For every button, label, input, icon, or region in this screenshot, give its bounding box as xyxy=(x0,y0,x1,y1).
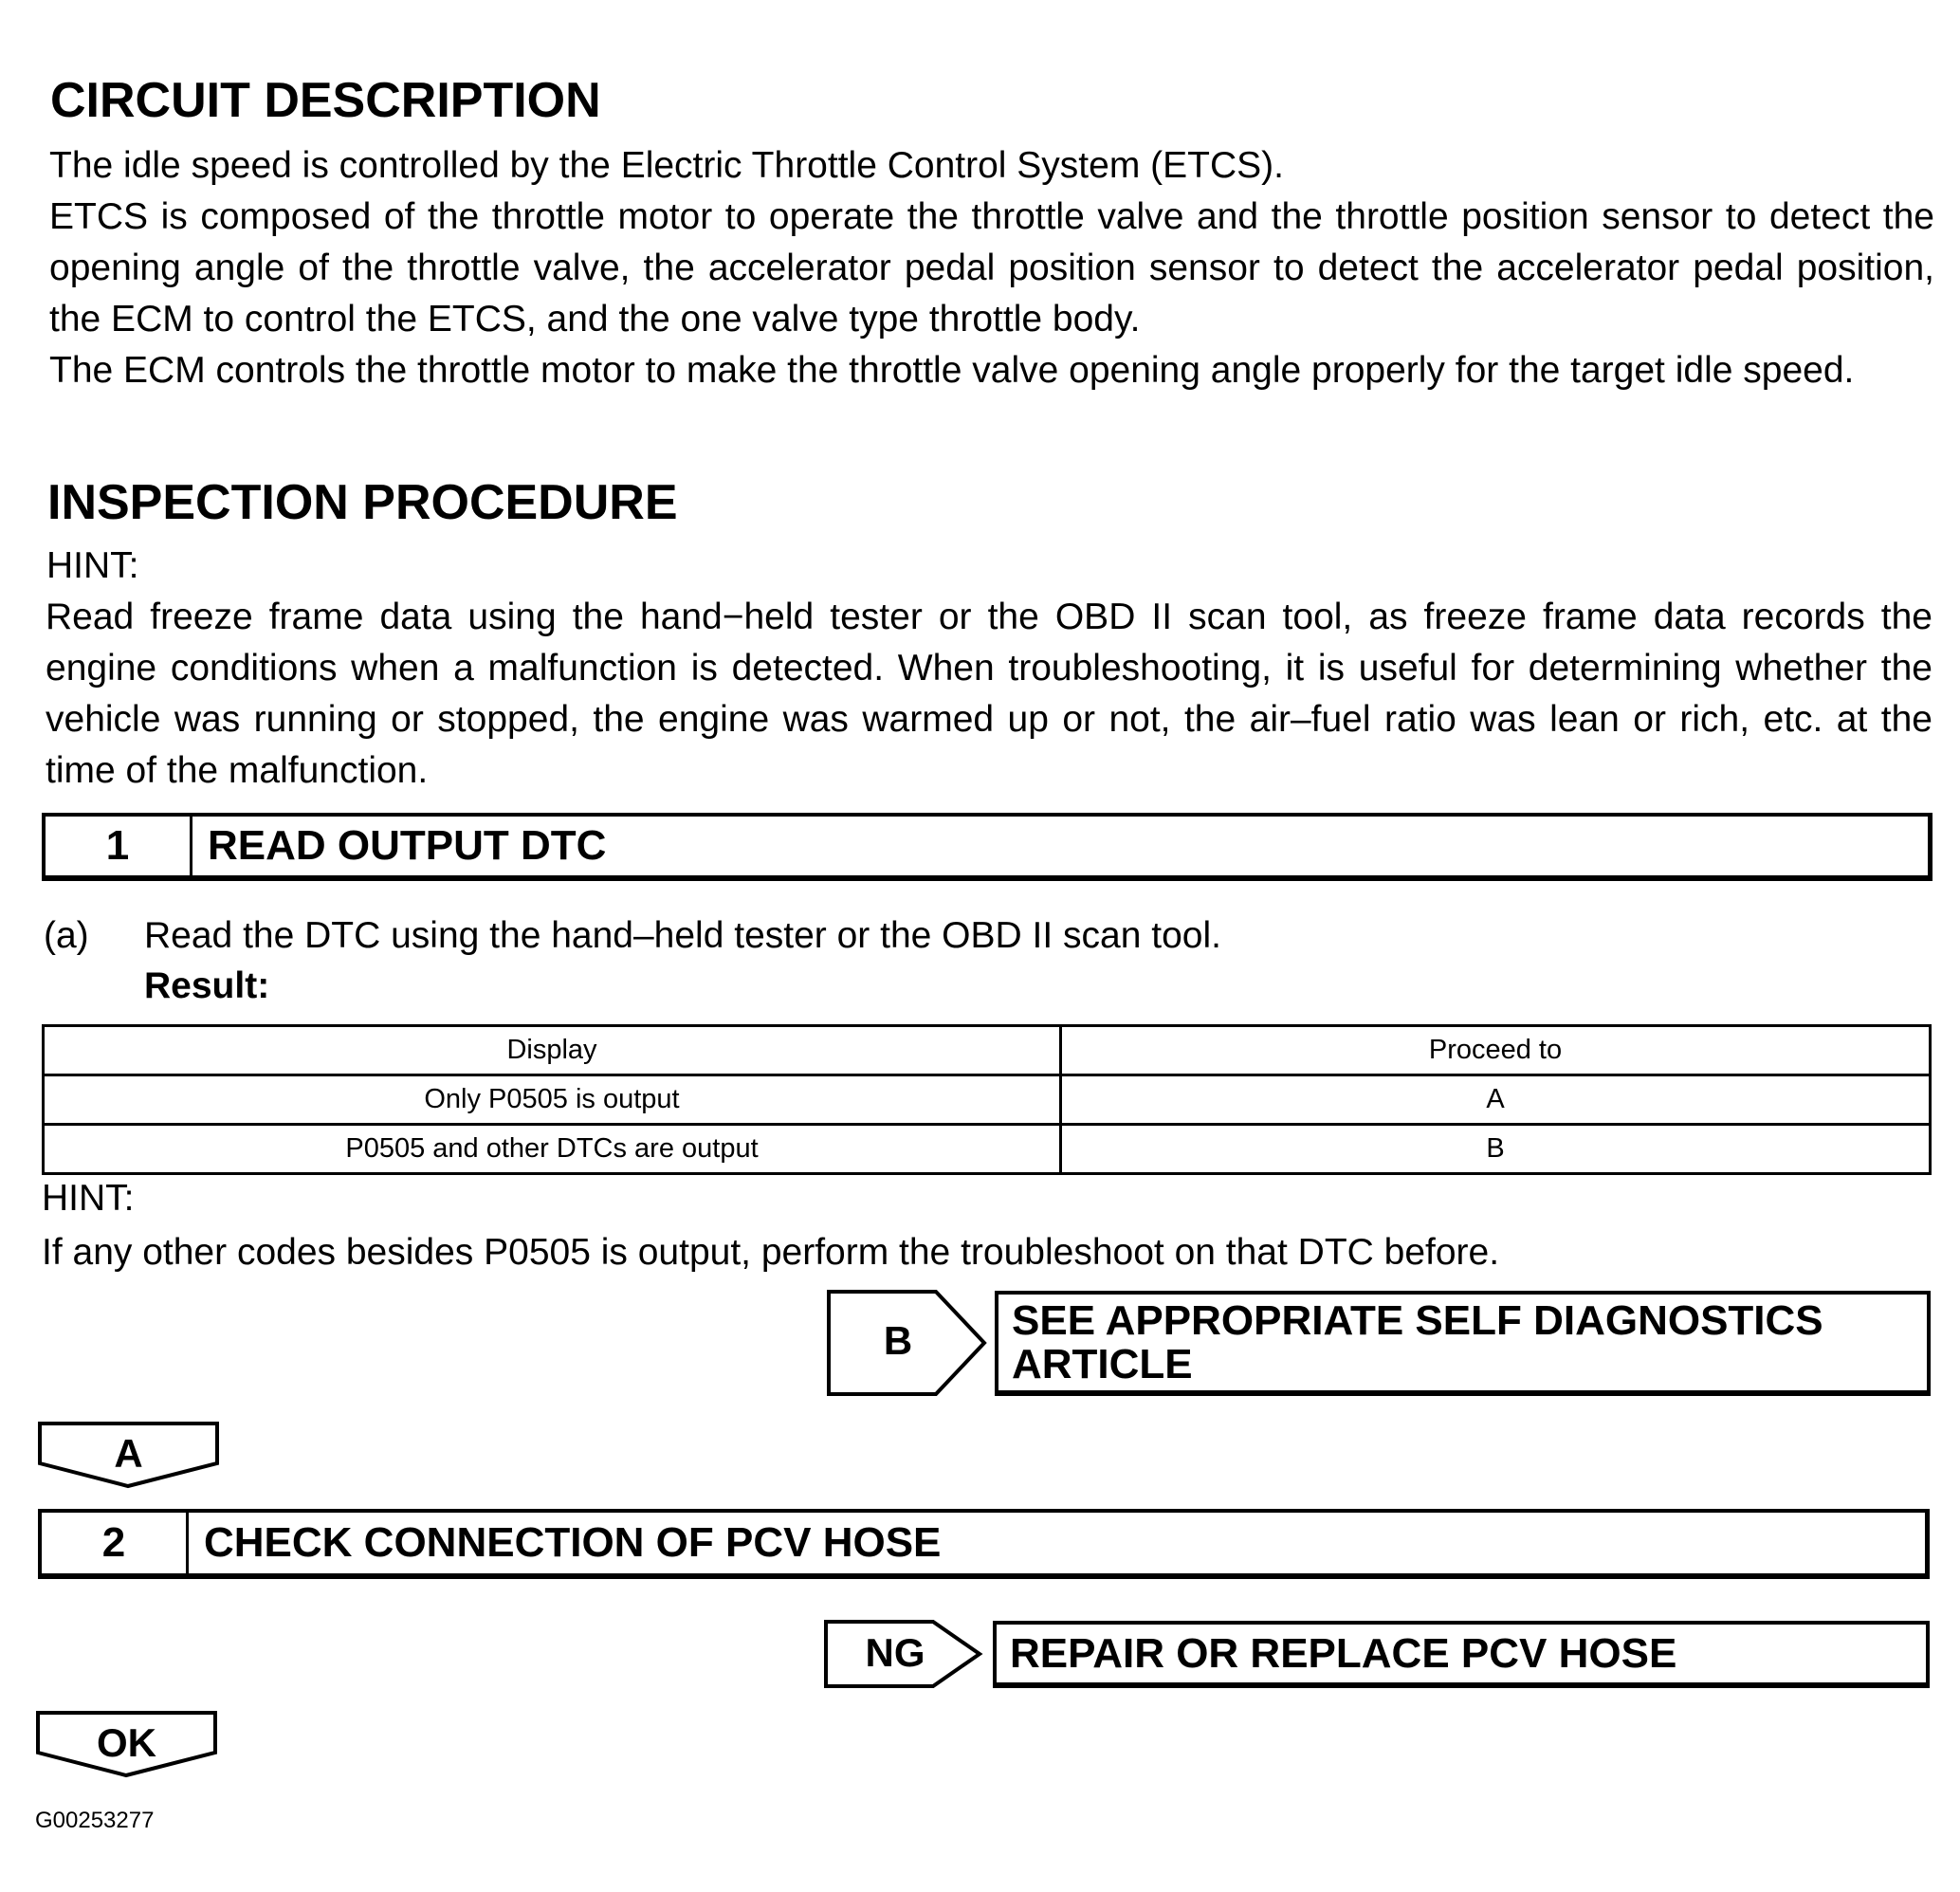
branch-ng-tag xyxy=(824,1620,983,1688)
cell-display: P0505 and other DTCs are output xyxy=(44,1125,1061,1174)
hint-label: HINT: xyxy=(42,1178,135,1219)
header-display: Display xyxy=(44,1026,1061,1075)
substep-label: (a) xyxy=(44,915,89,956)
step-title: CHECK CONNECTION OF PCV HOSE xyxy=(204,1519,942,1566)
paragraph: The ECM controls the throttle motor to make the throttle valve opening angle properly for the target idle speed. xyxy=(49,350,1855,391)
step-2-header xyxy=(38,1509,1930,1579)
target-line: ARTICLE xyxy=(1012,1340,1193,1387)
hint-text: If any other codes besides P0505 is output, perform the troubleshoot on that DTC before. xyxy=(42,1232,1500,1273)
branch-label: B xyxy=(883,1318,913,1363)
hint-label: HINT: xyxy=(46,545,139,586)
branch-b-tag xyxy=(827,1290,988,1396)
cell-display: Only P0505 is output xyxy=(44,1075,1061,1125)
table-row xyxy=(44,1075,1931,1125)
branch-ng-target: REPAIR OR REPLACE PCV HOSE xyxy=(993,1621,1930,1688)
step-number: 1 xyxy=(46,817,192,875)
branch-label: NG xyxy=(865,1630,925,1675)
circuit-description-heading: CIRCUIT DESCRIPTION xyxy=(50,73,601,128)
step-1-header xyxy=(42,813,1933,881)
hint-text: Read freeze frame data using the hand−held tester or the OBD II scan tool, as freeze frame data records the engine conditions when a malfunction is detected. When troubleshooting, it is useful for determining whether the vehicle was running or stopped, the engine was warmed up or not, the air–fuel ratio was lean or rich, etc. at the time of the malfunction. xyxy=(46,597,1933,791)
step-title: READ OUTPUT DTC xyxy=(208,822,607,869)
branch-label: OK xyxy=(97,1720,156,1765)
substep-text: Read the DTC using the hand–held tester or the OBD II scan tool. xyxy=(144,915,1221,956)
figure-id: G00253277 xyxy=(35,1808,155,1833)
cell-proceed: A xyxy=(1061,1075,1931,1125)
paragraph: ETCS is composed of the throttle motor to operate the throttle valve and the throttle position sensor to detect the opening angle of the throttle valve, the accelerator pedal position sensor to detect the accelerator pedal position, the ECM to control the ETCS, and the one valve type throttle body. xyxy=(49,196,1934,340)
branch-ok-tag xyxy=(36,1711,217,1779)
circuit-description-text xyxy=(49,140,1934,396)
branch-b-target xyxy=(995,1291,1931,1396)
paragraph: The idle speed is controlled by the Electric Throttle Control System (ETCS). xyxy=(49,145,1284,186)
header-proceed-to: Proceed to xyxy=(1061,1026,1931,1075)
result-label: Result: xyxy=(144,965,270,1006)
table-header-row xyxy=(44,1026,1931,1075)
step-number: 2 xyxy=(42,1513,189,1573)
table-row xyxy=(44,1125,1931,1174)
cell-proceed: B xyxy=(1061,1125,1931,1174)
target-line: SEE APPROPRIATE SELF DIAGNOSTICS xyxy=(1012,1296,1823,1344)
branch-a-tag xyxy=(38,1422,219,1490)
branch-label: A xyxy=(114,1431,143,1476)
inspection-procedure-heading: INSPECTION PROCEDURE xyxy=(47,475,678,530)
result-table xyxy=(42,1024,1932,1175)
